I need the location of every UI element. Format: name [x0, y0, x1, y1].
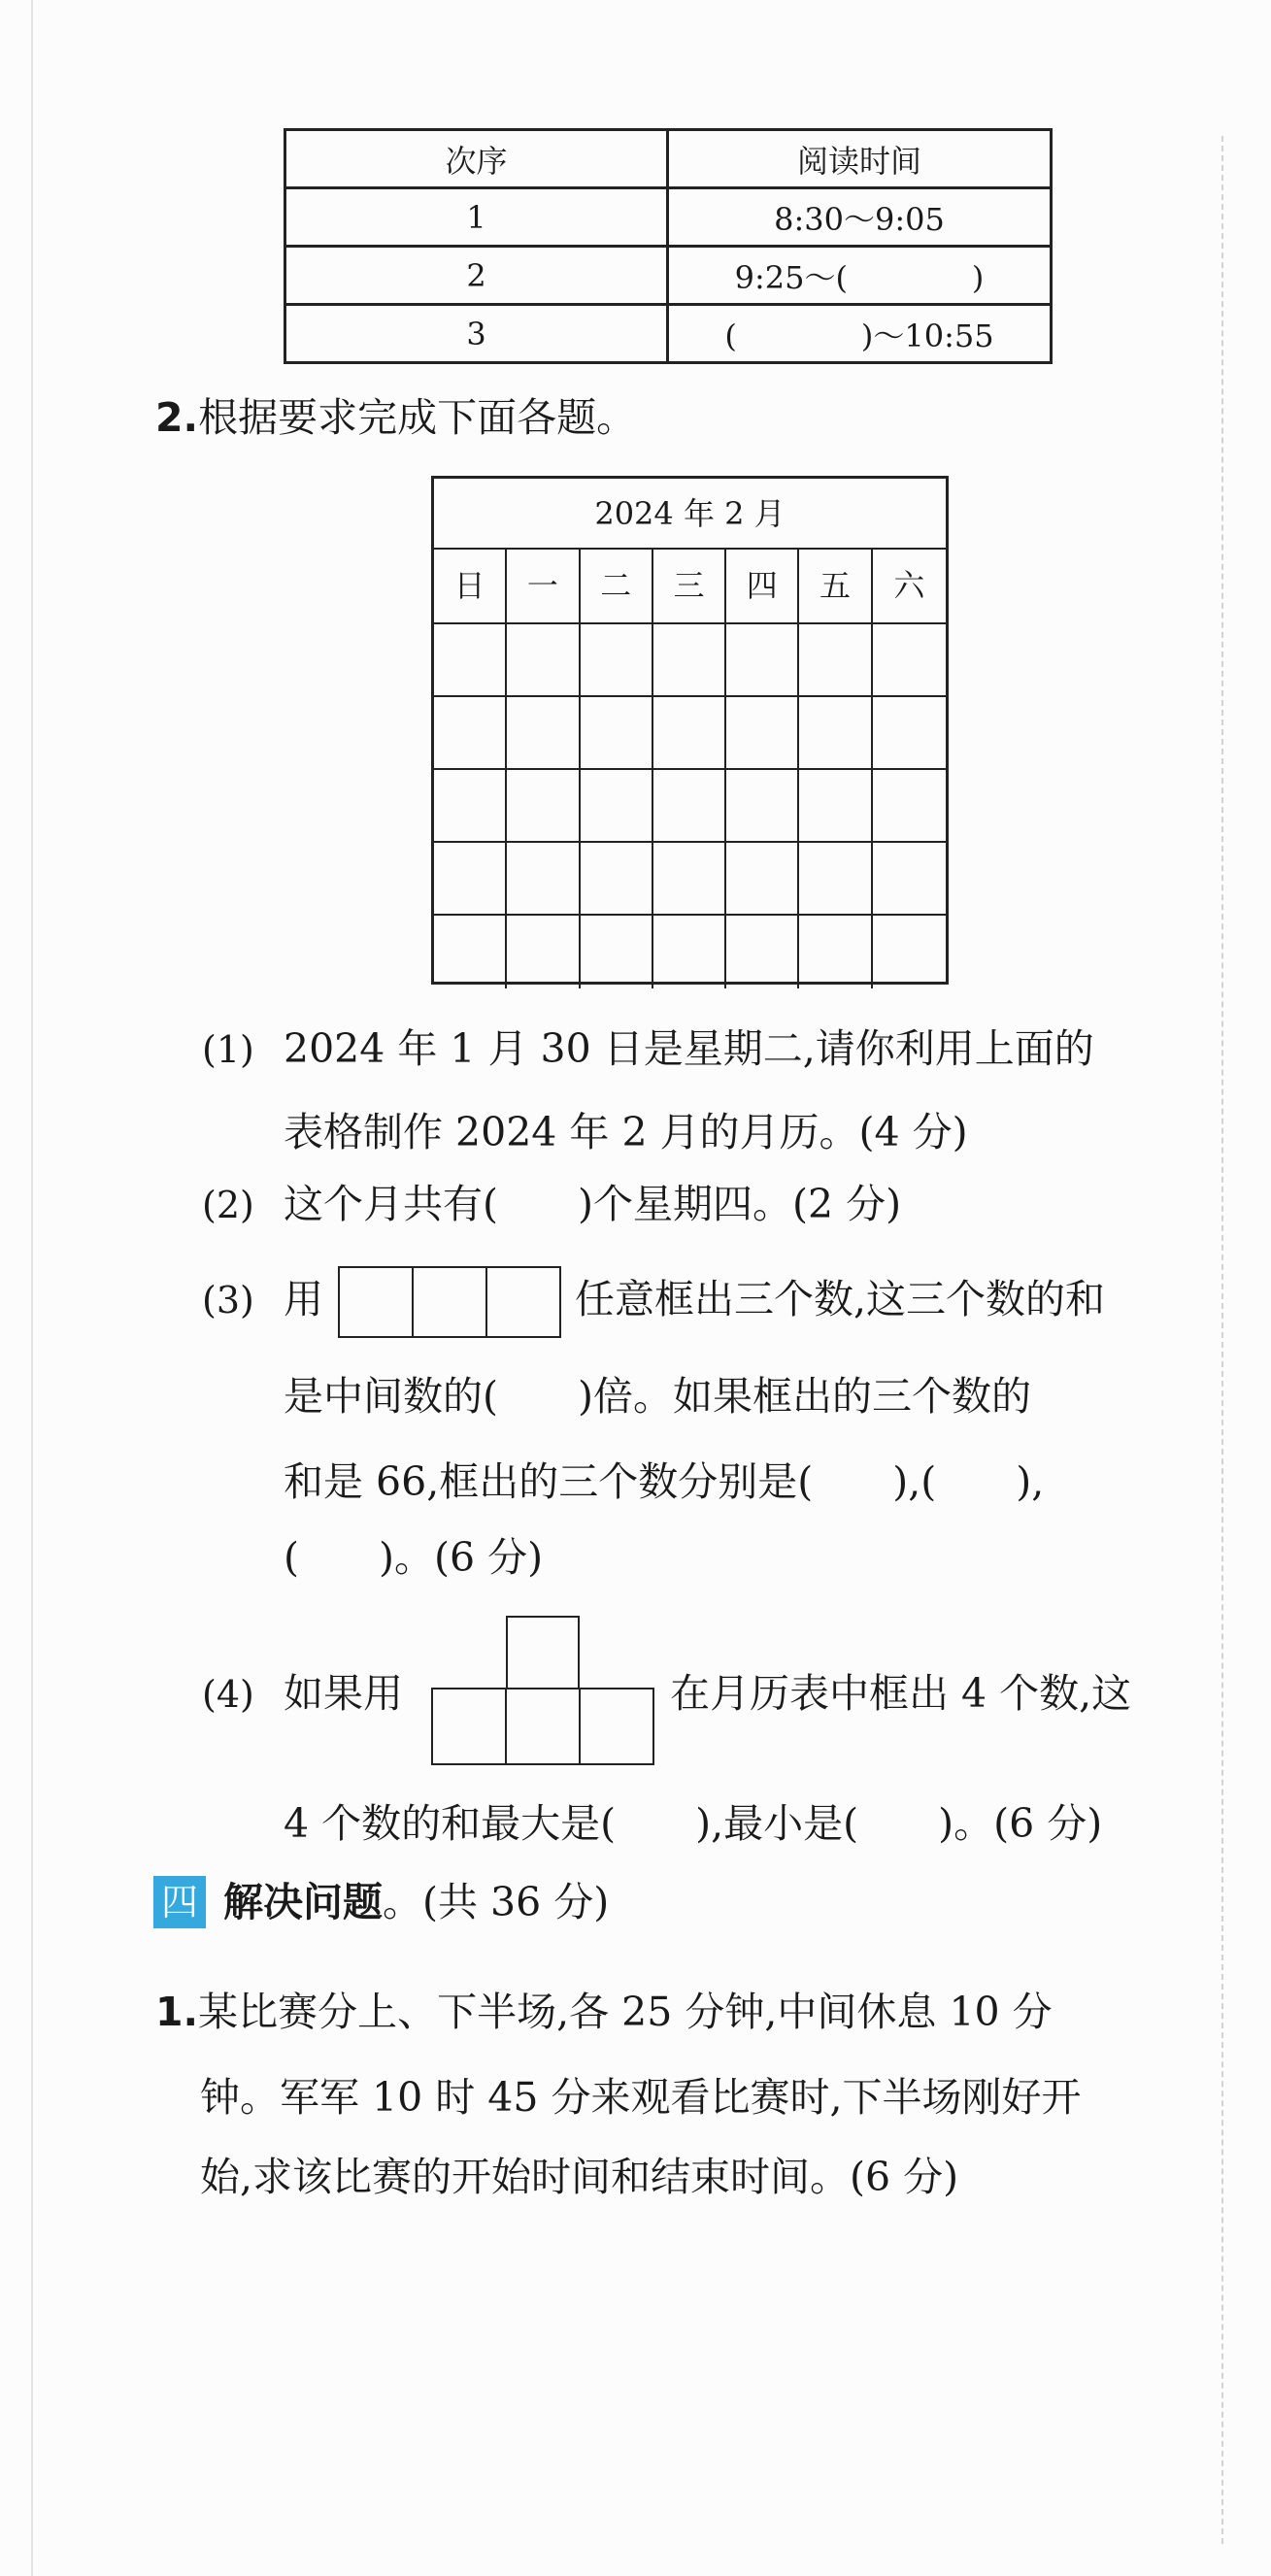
problem-1-line3: 始,求该比赛的开始时间和结束时间。(6 分) — [200, 2154, 959, 2200]
table-cell: 8:30～9:05 — [668, 188, 1052, 247]
sub4-prefix: 如果用 — [284, 1670, 403, 1717]
calendar-day-cell[interactable] — [507, 624, 580, 697]
sub-question-tag: (1) — [202, 1028, 254, 1071]
three-box-frame-shape — [338, 1266, 561, 1338]
calendar-day-cell[interactable] — [434, 624, 507, 697]
calendar-day-cell[interactable] — [726, 770, 799, 843]
table-cell: 1 — [285, 188, 668, 247]
calendar-weekday-header: 一 — [507, 550, 580, 624]
calendar-day-cell[interactable] — [581, 843, 653, 916]
calendar-day-cell[interactable] — [873, 916, 946, 988]
calendar-day-cell[interactable] — [726, 697, 799, 770]
sub2-line1: 这个月共有( )个星期四。(2 分) — [284, 1181, 902, 1227]
calendar-day-cell[interactable] — [873, 770, 946, 843]
table-header-cell: 阅读时间 — [668, 130, 1052, 188]
calendar-day-cell[interactable] — [434, 770, 507, 843]
calendar-weekday-header: 三 — [653, 550, 726, 624]
question-number: 2. — [155, 394, 199, 441]
section-title — [223, 1879, 610, 1925]
calendar-weekday-header: 六 — [873, 550, 946, 624]
calendar-day-cell[interactable] — [653, 843, 726, 916]
calendar-day-cell[interactable] — [799, 697, 872, 770]
reading-time-table — [284, 128, 1053, 364]
table-cell: 2 — [285, 247, 668, 305]
problem-1-line1 — [155, 1989, 1053, 2035]
sub3-line1: 任意框出三个数,这三个数的和 — [575, 1276, 1106, 1322]
sub1-line1: 2024 年 1 月 30 日是星期二,请你利用上面的 — [284, 1025, 1094, 1072]
sub3-line4: ( )。(6 分) — [284, 1534, 544, 1581]
calendar-day-cell[interactable] — [507, 697, 580, 770]
sub3-line3: 和是 66,框出的三个数分别是( ),( ), — [284, 1458, 1045, 1505]
table-header-row — [285, 130, 1052, 188]
table-row — [285, 188, 1052, 247]
page-left-edge — [31, 0, 33, 2576]
problem-text: 某比赛分上、下半场,各 25 分钟,中间休息 10 分 — [198, 1989, 1053, 2035]
sub-question-tag: (3) — [202, 1279, 254, 1321]
calendar-weekday-header: 四 — [726, 550, 799, 624]
calendar-day-cell[interactable] — [581, 697, 653, 770]
calendar-day-cell[interactable] — [653, 916, 726, 988]
calendar-day-cell[interactable] — [507, 916, 580, 988]
sub1-line2: 表格制作 2024 年 2 月的月历。(4 分) — [284, 1109, 968, 1155]
calendar-day-cell[interactable] — [581, 916, 653, 988]
calendar-day-cell[interactable] — [434, 697, 507, 770]
calendar-grid — [434, 550, 946, 988]
section-title-main: 解决问题 — [223, 1879, 383, 1925]
table-cell[interactable]: 9:25～( ) — [668, 247, 1052, 305]
sub4-line2: 4 个数的和最大是( ),最小是( )。(6 分) — [284, 1800, 1103, 1847]
question-2-heading — [155, 394, 637, 441]
table-header-cell: 次序 — [285, 130, 668, 188]
calendar-day-cell[interactable] — [581, 770, 653, 843]
section-points-note: 。(共 36 分) — [383, 1879, 610, 1925]
calendar-title: 2024 年 2 月 — [434, 479, 946, 550]
t-shape-frame — [431, 1616, 656, 1765]
problem-1-line2: 钟。军军 10 时 45 分来观看比赛时,下半场刚好开 — [200, 2074, 1082, 2121]
calendar-day-cell[interactable] — [799, 770, 872, 843]
calendar-weekday-header: 五 — [799, 550, 872, 624]
table-cell[interactable]: ( )～10:55 — [668, 305, 1052, 363]
table-row — [285, 305, 1052, 363]
calendar-day-cell[interactable] — [653, 697, 726, 770]
calendar-day-cell[interactable] — [726, 843, 799, 916]
calendar-day-cell[interactable] — [799, 843, 872, 916]
table-cell: 3 — [285, 305, 668, 363]
section-number-badge: 四 — [153, 1876, 206, 1928]
question-text: 根据要求完成下面各题。 — [198, 394, 637, 441]
problem-number: 1. — [155, 1989, 199, 2035]
sub4-line1: 在月历表中框出 4 个数,这 — [670, 1670, 1132, 1717]
calendar-day-cell[interactable] — [581, 624, 653, 697]
calendar-day-cell[interactable] — [873, 624, 946, 697]
sub3-line2: 是中间数的( )倍。如果框出的三个数的 — [284, 1373, 1031, 1420]
calendar-day-cell[interactable] — [873, 843, 946, 916]
calendar-day-cell[interactable] — [653, 624, 726, 697]
table-row — [285, 247, 1052, 305]
sub-question-tag: (4) — [202, 1673, 254, 1716]
calendar-day-cell[interactable] — [799, 916, 872, 988]
calendar-day-cell[interactable] — [434, 916, 507, 988]
calendar-day-cell[interactable] — [799, 624, 872, 697]
page-right-dashed-line — [1221, 136, 1223, 2544]
calendar-day-cell[interactable] — [653, 770, 726, 843]
calendar-day-cell[interactable] — [873, 697, 946, 770]
calendar-day-cell[interactable] — [507, 770, 580, 843]
calendar-weekday-header: 日 — [434, 550, 507, 624]
calendar-day-cell[interactable] — [726, 916, 799, 988]
sub3-prefix: 用 — [284, 1276, 323, 1322]
calendar-day-cell[interactable] — [726, 624, 799, 697]
calendar-weekday-header: 二 — [581, 550, 653, 624]
calendar-table — [431, 476, 949, 985]
calendar-day-cell[interactable] — [434, 843, 507, 916]
sub-question-tag: (2) — [202, 1184, 254, 1226]
calendar-day-cell[interactable] — [507, 843, 580, 916]
